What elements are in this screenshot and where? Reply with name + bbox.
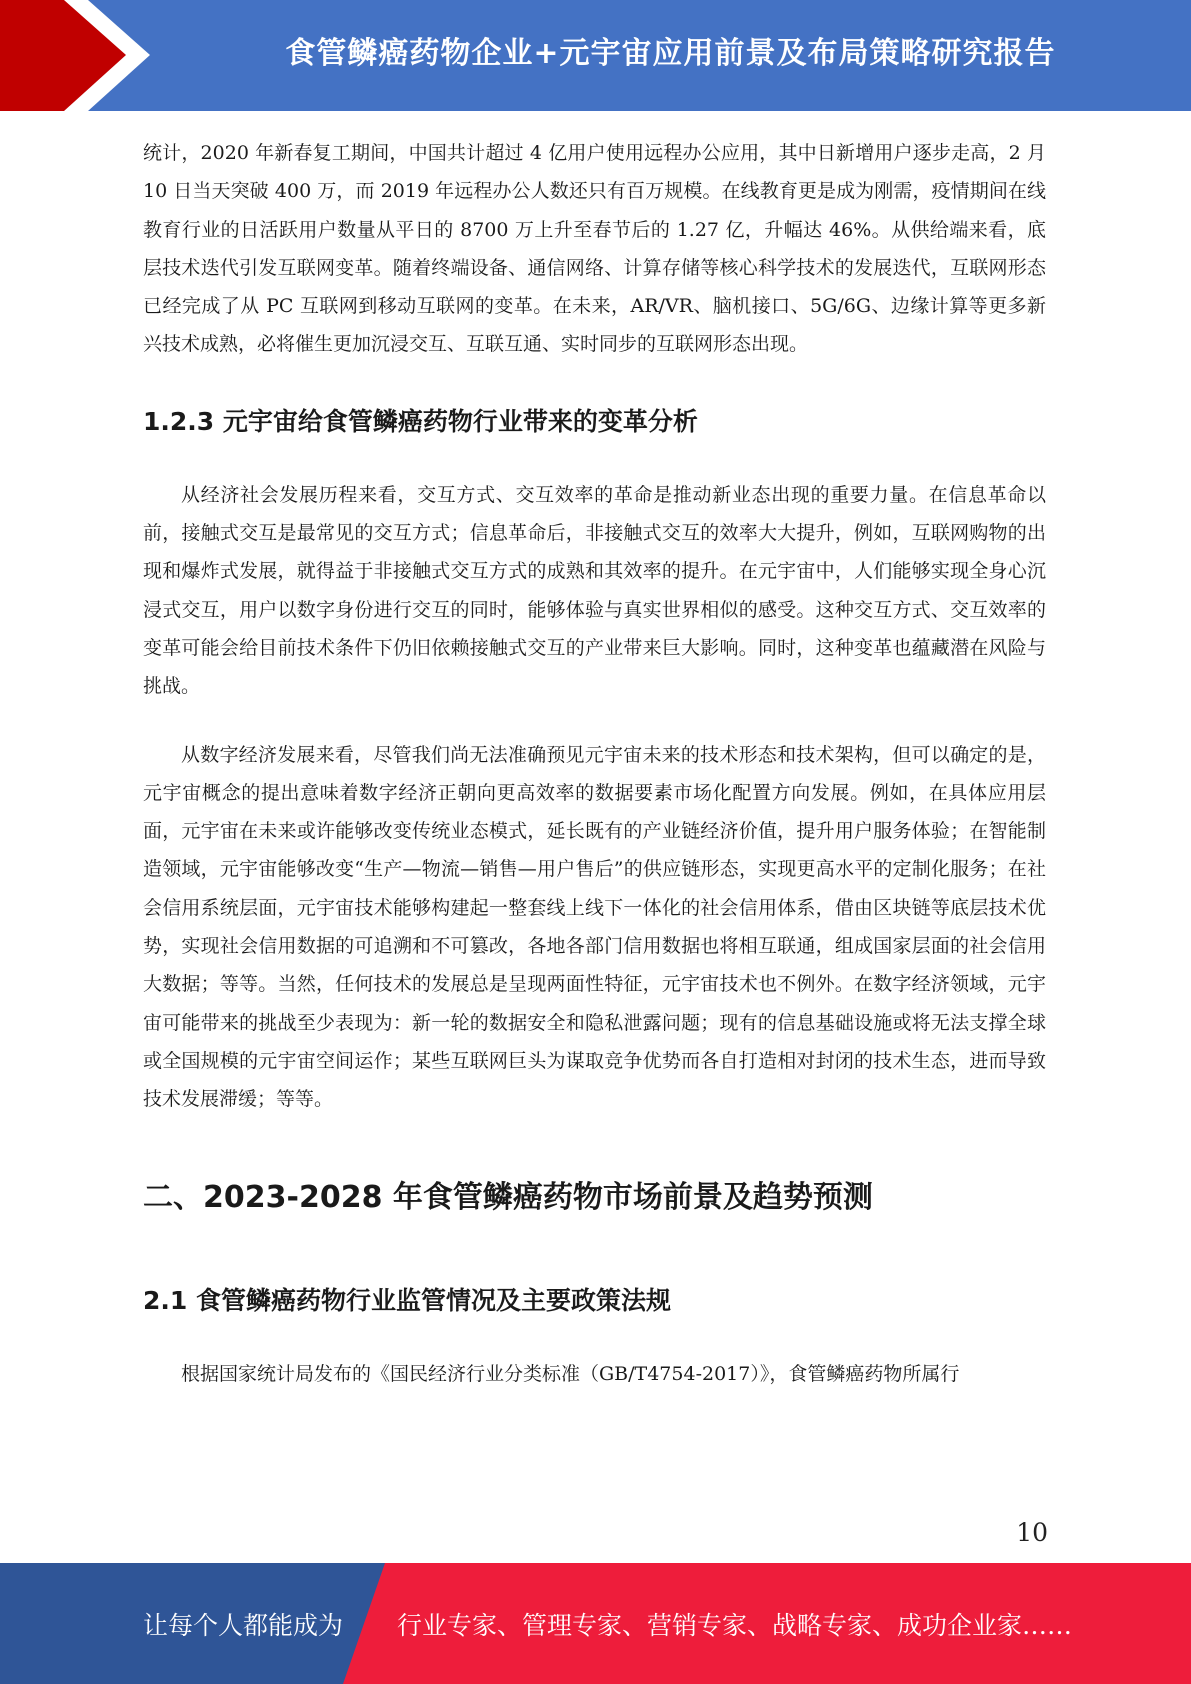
page-header	[0, 0, 1191, 111]
page-number: 10	[1016, 1518, 1048, 1547]
paragraph-digital-economy: 从数字经济发展来看，尽管我们尚无法准确预见元宇宙未来的技术形态和技术架构，但可以确定的是，元宇宙概念的提出意味着数字经济正朝向更高效率的数据要素市场化配置方向发展。例如，在具体应用层面，元宇宙在未来或许能够改变传统业态模式，延长既有的产业链经济价值，提升用户服务体验；在智能制造领域，元宇宙能够改变“生产—物流—销售—用户售后”的供应链形态，实现更高水平的定制化服务；在社会信用系统层面，元宇宙技术能够构建起一整套线上线下一体化的社会信用体系，借由区块链等底层技术优势，实现社会信用数据的可追溯和不可篡改，各地各部门信用数据也将相互联通，组成国家层面的社会信用大数据；等等。当然，任何技术的发展总是呈现两面性特征，元宇宙技术也不例外。在数字经济领域，元宇宙可能带来的挑战至少表现为：新一轮的数据安全和隐私泄露问题；现有的信息基础设施或将无法支撑全球或全国规模的元宇宙空间运作；某些互联网巨头为谋取竞争优势而各自打造相对封闭的技术生态，进而导致技术发展滞缓；等等。	[143, 743, 1046, 1111]
header-title: 食管鳞癌药物企业+元宇宙应用前景及布局策略研究报告	[285, 36, 1056, 71]
section-heading-1-2-3: 1.2.3 元宇宙给食管鳞癌药物行业带来的变革分析	[143, 406, 698, 436]
header-arrow-icon	[0, 0, 160, 111]
page-footer	[0, 1563, 1191, 1684]
paragraph-intro: 统计，2020 年新春复工期间，中国共计超过 4 亿用户使用远程办公应用，其中日新增用户逐步走高，2 月 10 日当天突破 400 万，而 2019 年远程办公人数还只有百万规模。在线教育更是成为刚需，疫情期间在线教育行业的日活跃用户数量从平日的 8700 万上升至春节后的 1.27 亿，升幅达 46%。从供给端来看，底层技术迭代引发互联网变革。随着终端设备、通信网络、计算存储等核心科学技术的发展迭代，互联网形态已经完成了从 PC 互联网到移动互联网的变革。在未来，AR/VR、脑机接口、5G/6G、边缘计算等更多新兴技术成熟，必将催生更加沉浸交互、互联互通、实时同步的互联网形态出现。	[143, 142, 1046, 356]
paragraph-interaction-revolution: 从经济社会发展历程来看，交互方式、交互效率的革命是推动新业态出现的重要力量。在信息革命以前，接触式交互是最常见的交互方式；信息革命后，非接触式交互的效率大大提升，例如，互联网购物的出现和爆炸式发展，就得益于非接触式交互方式的成熟和其效率的提升。在元宇宙中，人们能够实现全身心沉浸式交互，用户以数字身份进行交互的同时，能够体验与真实世界相似的感受。这种交互方式、交互效率的变革可能会给目前技术条件下仍旧依赖接触式交互的产业带来巨大影响。同时，这种变革也蕴藏潜在风险与挑战。	[143, 483, 1046, 698]
header-arrow-red	[0, 0, 126, 111]
paragraph-regulation: 根据国家统计局发布的《国民经济行业分类标准（GB/T4754-2017）》，食管鳞癌药物所属行	[181, 1362, 960, 1385]
section-heading-2-1: 2.1 食管鳞癌药物行业监管情况及主要政策法规	[143, 1285, 671, 1315]
chapter-heading-2: 二、2023-2028 年食管鳞癌药物市场前景及趋势预测	[143, 1179, 873, 1215]
paragraph-spacer	[143, 706, 1046, 736]
report-body	[143, 134, 1046, 1393]
footer-slogan-right: 行业专家、管理专家、营销专家、战略专家、成功企业家……	[397, 1610, 1073, 1640]
footer-slogan-left: 让每个人都能成为	[143, 1610, 344, 1640]
